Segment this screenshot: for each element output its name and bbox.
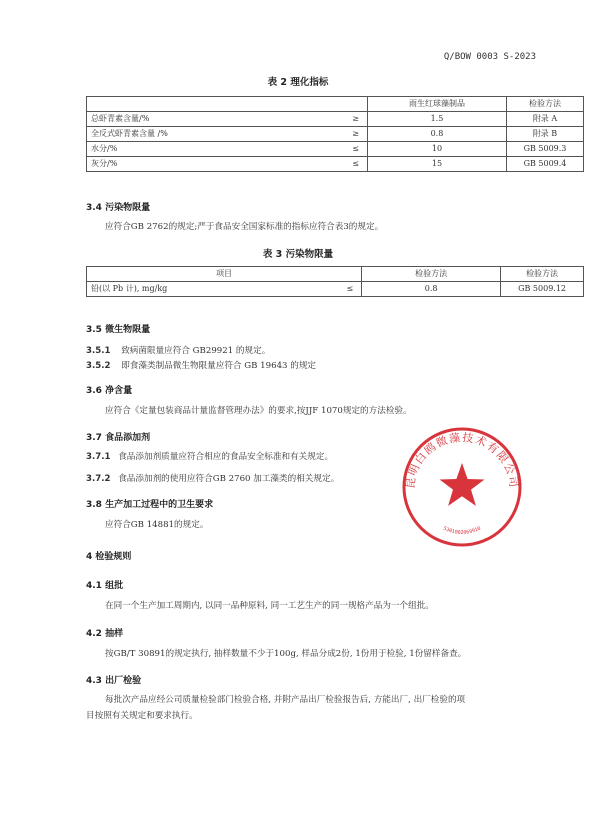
table-row (87, 127, 584, 142)
row-symbol: ≥ (316, 127, 368, 142)
row-method: 附录 A (506, 112, 583, 127)
row-item: 铅(以 Pb 计), mg/kg (87, 282, 311, 297)
section-3-4-text: 应符合GB 2762的规定;严于食品安全国家标准的指标应符合表3的规定。 (105, 222, 384, 232)
row-value: 10 (367, 142, 506, 157)
table2-title: 表 2 理化指标 (267, 77, 329, 88)
section-3-5-heading: 3.5 微生物限量 (86, 325, 151, 335)
row-value: 0.8 (362, 282, 501, 297)
seal-code: 5301002069910 (442, 525, 482, 536)
item-text: 食品添加剂质量应符合相应的食品安全标准和有关规定。 (118, 452, 334, 462)
table3 (86, 266, 584, 297)
table-row (87, 282, 584, 297)
table-row (87, 157, 584, 172)
row-value: 0.8 (367, 127, 506, 142)
table3-col-item: 项目 (87, 267, 362, 282)
item-number: 3.7.1 (86, 452, 111, 462)
section-4-2-heading: 4.2 抽样 (86, 629, 124, 639)
row-item: 灰分/% (87, 157, 316, 172)
table2 (86, 96, 584, 172)
list-item (86, 359, 316, 373)
item-text: 食品添加剂的使用应符合GB 2760 加工藻类的相关规定。 (118, 474, 340, 484)
item-text: 即食藻类制品微生物限量应符合 GB 19643 的规定 (121, 361, 317, 371)
row-method: GB 5009.3 (506, 142, 583, 157)
item-number: 3.7.2 (86, 474, 111, 484)
section-4-1-heading: 4.1 组批 (86, 581, 124, 591)
table3-col-method: 检验方法 (501, 267, 584, 282)
table3-header-row (87, 267, 584, 282)
section-3-6-heading: 3.6 净含量 (86, 386, 133, 396)
section-4-1-text: 在同一个生产加工周期内, 以同一品种原料, 同一工艺生产的同一规格产品为一个组批。 (105, 601, 434, 611)
table2-col-method: 检验方法 (506, 97, 583, 112)
item-number: 3.5.2 (86, 361, 111, 371)
star-icon (440, 463, 485, 506)
row-method: GB 5009.12 (501, 282, 584, 297)
seal-text: 昆明白鸥微藻技术有限公司 (403, 430, 521, 490)
row-method: 附录 B (506, 127, 583, 142)
row-method: GB 5009.4 (506, 157, 583, 172)
section-3-4-heading: 3.4 污染物限量 (86, 203, 151, 213)
row-symbol: ≤ (316, 157, 368, 172)
document-code: Q/BOW 0003 S-2023 (443, 52, 536, 62)
table3-title: 表 3 污染物限量 (262, 249, 334, 260)
table2-col-product: 雨生红球藻制品 (367, 97, 506, 112)
list-item (86, 450, 333, 464)
list-item (86, 344, 270, 358)
table-row (87, 142, 584, 157)
section-3-8-text: 应符合GB 14881的规定。 (105, 520, 209, 530)
section-4-3-heading: 4.3 出厂检验 (86, 676, 142, 686)
row-symbol: ≥ (316, 112, 368, 127)
table2-header-row (87, 97, 584, 112)
row-item: 全反式虾青素含量 /% (87, 127, 316, 142)
company-seal (400, 425, 524, 549)
list-item (86, 472, 339, 486)
row-value: 15 (367, 157, 506, 172)
section-4-3-text-line2: 目按照有关规定和要求执行。 (86, 711, 198, 721)
section-4-3-text-line1: 每批次产品应经公司质量检验部门检验合格, 并附产品出厂检验报告后, 方能出厂, 出厂检验的项 (105, 695, 466, 705)
item-text: 致病菌限量应符合 GB29921 的规定。 (121, 346, 271, 356)
section-4-heading: 4 检验规则 (86, 552, 132, 562)
row-item: 总虾青素含量/% (87, 112, 316, 127)
item-number: 3.5.1 (86, 346, 111, 356)
section-3-6-text: 应符合《定量包装商品计量监督管理办法》的要求,按JJF 1070规定的方法检验。 (105, 406, 412, 416)
table-row (87, 112, 584, 127)
row-value: 1.5 (367, 112, 506, 127)
section-4-2-text: 按GB/T 30891的规定执行, 抽样数量不少于100g, 样品分成2份, 1份用于检验, 1份留样备查。 (105, 649, 467, 659)
section-3-7-heading: 3.7 食品添加剂 (86, 433, 151, 443)
section-3-8-heading: 3.8 生产加工过程中的卫生要求 (86, 500, 214, 510)
table3-col-limit: 检验方法 (362, 267, 501, 282)
row-symbol: ≤ (316, 142, 368, 157)
row-symbol: ≤ (311, 282, 362, 297)
row-item: 水分/% (87, 142, 316, 157)
